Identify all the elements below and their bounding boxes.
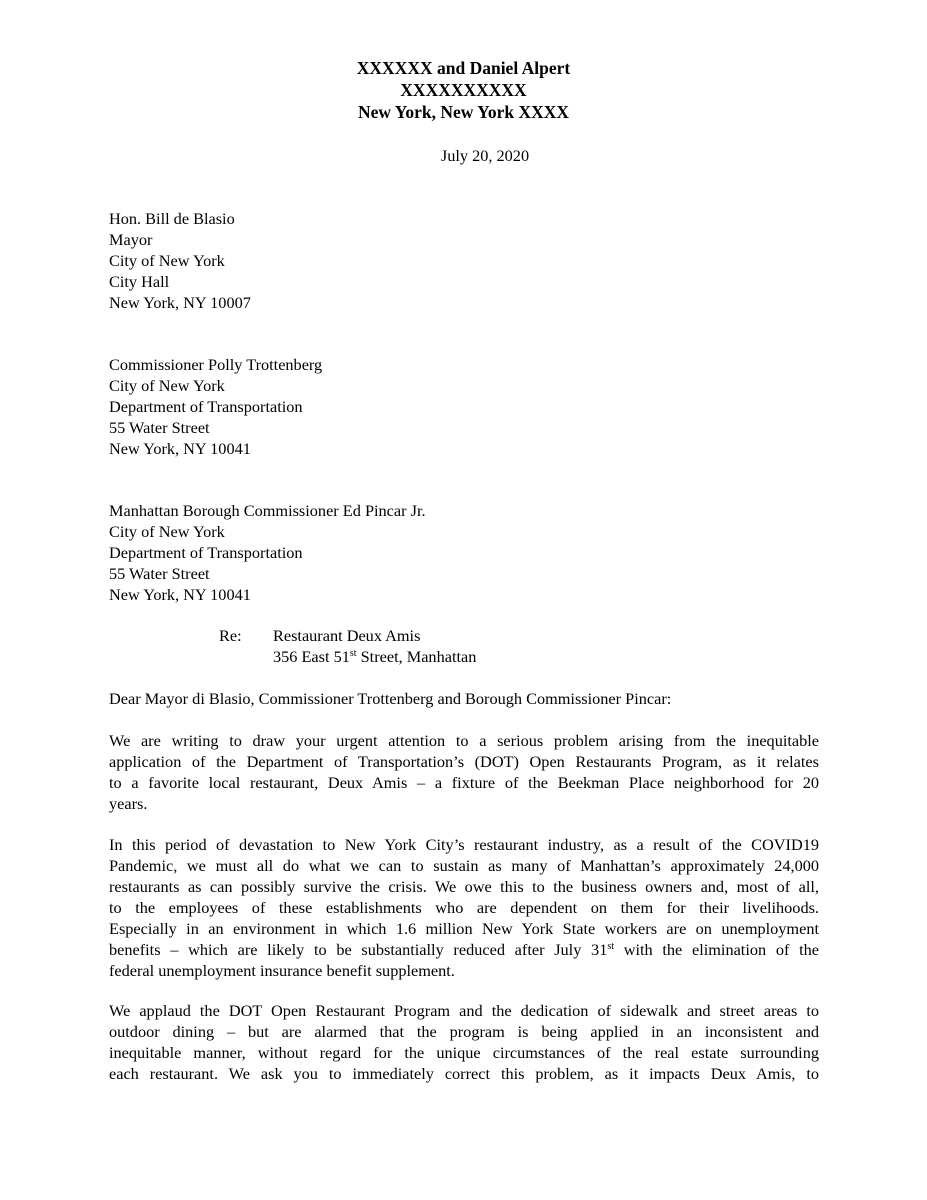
paragraph-line: In this period of devastation to New York City’s restaurant industry, as a result of the COVID19 <box>109 835 819 854</box>
paragraph-line: restaurants as can possibly survive the crisis. We owe this to the business owners and, most of all, <box>109 877 819 896</box>
re-restaurant-address <box>273 646 476 667</box>
re-address-ordinal: st <box>349 648 357 659</box>
address-line: 55 Water Street <box>109 418 210 437</box>
paragraph-intro <box>109 730 819 814</box>
address-line: City of New York <box>109 522 225 541</box>
re-address-street: Street, Manhattan <box>356 647 477 666</box>
address-line: City of New York <box>109 376 225 395</box>
address-line: Department of Transportation <box>109 397 303 416</box>
recipient-address-mayor <box>109 208 251 313</box>
paragraph-line: to the employees of these establishments who are dependent on them for their livelihoods. <box>109 898 819 917</box>
paragraph-line: to a favorite local restaurant, Deux Amis – a fixture of the Beekman Place neighborhood for 20 <box>109 773 819 792</box>
letter-date: July 20, 2020 <box>440 146 530 165</box>
paragraph-covid-impact <box>109 834 819 981</box>
letterhead <box>0 57 927 123</box>
recipient-address-borough-commissioner <box>109 500 426 605</box>
paragraph-line: outdoor dining – but are alarmed that the program is being applied in an inconsistent and <box>109 1022 819 1041</box>
paragraph-line <box>109 939 819 960</box>
paragraph-line: inequitable manner, without regard for the unique circumstances of the real estate surrounding <box>109 1043 819 1062</box>
paragraph-line: We are writing to draw your urgent attention to a serious problem arising from the inequitable <box>109 731 819 750</box>
salutation: Dear Mayor di Blasio, Commissioner Trottenberg and Borough Commissioner Pincar: <box>109 689 672 708</box>
address-line: New York, NY 10041 <box>109 439 251 458</box>
address-line: New York, NY 10041 <box>109 585 251 604</box>
paragraph-line: application of the Department of Transportation’s (DOT) Open Restaurants Program, as it relates <box>109 752 819 771</box>
line-text: with the elimination of the <box>614 940 820 959</box>
paragraph-line: Pandemic, we must all do what we can to sustain as many of Manhattan’s approximately 24,000 <box>109 856 819 875</box>
re-subject <box>273 625 476 667</box>
address-line: Hon. Bill de Blasio <box>109 209 235 228</box>
letterhead-names: XXXXXX and Daniel Alpert <box>356 58 571 78</box>
address-line: New York, NY 10007 <box>109 293 251 312</box>
letterhead-city: New York, New York XXXX <box>357 102 570 122</box>
re-address-number: 356 East 51 <box>273 647 350 666</box>
paragraph-line: each restaurant. We ask you to immediately correct this problem, as it impacts Deux Amis, to <box>109 1064 819 1083</box>
recipient-address-commissioner <box>109 354 322 459</box>
address-line: City Hall <box>109 272 170 291</box>
line-ordinal: st <box>607 941 615 952</box>
address-line: City of New York <box>109 251 225 270</box>
letterhead-street: XXXXXXXXXX <box>400 80 527 100</box>
paragraph-line: federal unemployment insurance benefit supplement. <box>109 961 455 980</box>
address-line: Department of Transportation <box>109 543 303 562</box>
address-line: Mayor <box>109 230 153 249</box>
re-label: Re: <box>219 626 242 645</box>
paragraph-program-concern <box>109 1000 819 1084</box>
paragraph-line: We applaud the DOT Open Restaurant Program and the dedication of sidewalk and street areas to <box>109 1001 819 1020</box>
re-restaurant-name: Restaurant Deux Amis <box>273 626 421 645</box>
paragraph-line: years. <box>109 794 148 813</box>
line-text: benefits – which are likely to be substantially reduced after July 31 <box>109 940 608 959</box>
address-line: Manhattan Borough Commissioner Ed Pincar Jr. <box>109 501 426 520</box>
address-line: 55 Water Street <box>109 564 210 583</box>
address-line: Commissioner Polly Trottenberg <box>109 355 323 374</box>
paragraph-line: Especially in an environment in which 1.6 million New York State workers are on unemployment <box>109 919 819 938</box>
